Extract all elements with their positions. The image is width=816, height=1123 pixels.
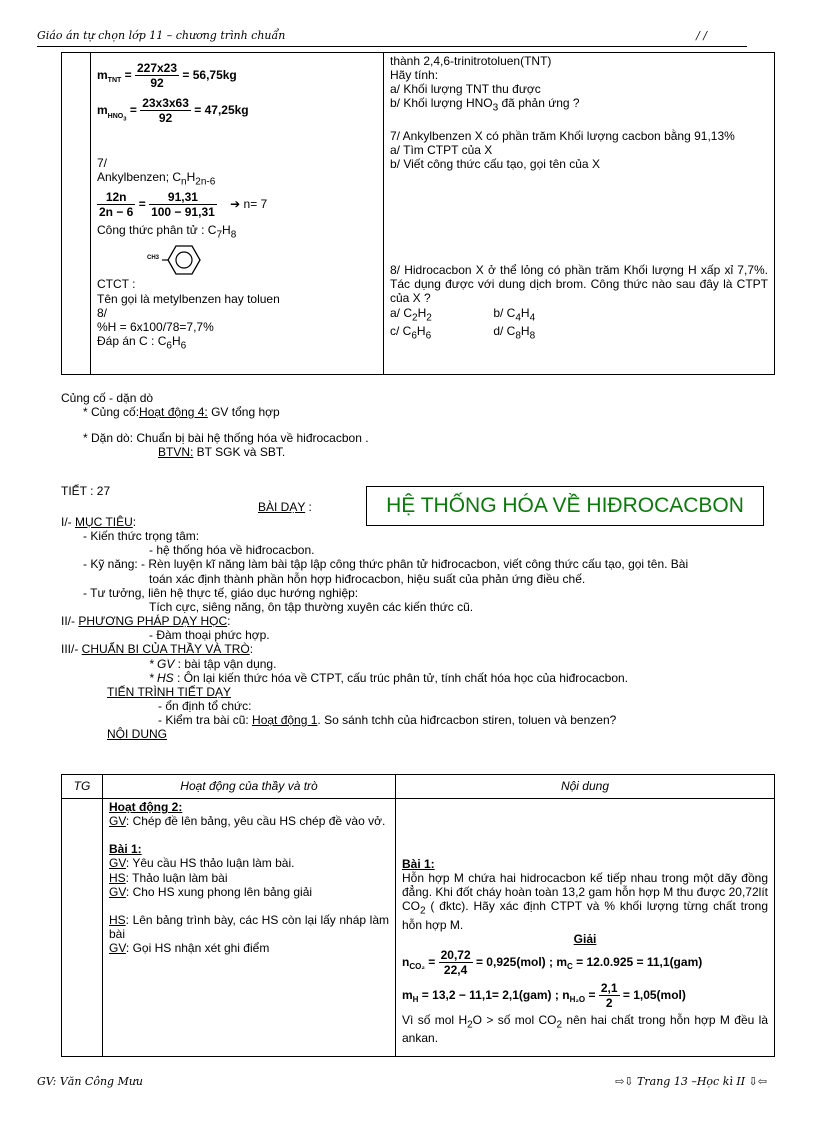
header-title: Giáo án tự chọn lớp 11 – chương trình chuẩn	[37, 29, 286, 42]
page-footer	[37, 1076, 767, 1089]
equation-n: $\frac{12n}{2n - 6}$ = $\frac{91,31}{100 - 91,31}$ ➔ n= 7	[99, 189, 268, 220]
col-content-header: Nội dung	[396, 775, 775, 799]
benzene-ring-icon	[162, 243, 202, 277]
answer-8-label: 8/	[97, 305, 108, 320]
main-table	[61, 774, 775, 1057]
top-table-left-cell: $m_{TNT}$ = $\frac{227x23}{92}$ = 56,75kg $m_{HNO_3}$ = $\frac{23x3x63}{92}$ = 47,25kg 7/ Ankylbenzen; $C_nH_{2n-6}$ $\frac{12n}{2n - 6}$ = $\frac{91,31}{100 - 91,31}$ ➔ n= 7 Công thức phân tử : $C_7H_8$ CH3 CTCT : Tên gọi là metylbenzen hay toluen 8/ %H = 6x100/78=7,7% Đáp án C : $C_6H_6$	[91, 53, 384, 375]
top-table	[61, 52, 775, 375]
question-8: 8/ Hidrocacbon X ở thể lỏng có phần trăm Khối lượng H xấp xỉ 7,7%. Tác dụng được với dung dịch brom. Công thức nào sau đây là CTPT của X ?	[390, 263, 768, 306]
cungco-title: Củng cố - dặn dò	[61, 391, 154, 405]
answer-7-label: 7/	[97, 155, 108, 170]
lesson-title: HỆ THỐNG HÓA VỀ HIĐROCACBON	[366, 486, 764, 526]
calc-row-2: $m_H = 13,2 - 11,1= 2,1(gam)$ ; $n_{H_2O}$ = $\frac{2,1}{2}$ = 1,05(mol)	[402, 981, 686, 1011]
ctpt-line: Công thức phân tử : $C_7H_8$	[97, 223, 237, 241]
name-line: Tên gọi là metylbenzen hay toluen	[97, 291, 280, 306]
h-percent: %H = 6x100/78=7,7%	[97, 319, 214, 334]
top-table-tg-cell	[62, 53, 91, 375]
baiday-label: BÀI DẠY :	[258, 500, 312, 514]
answer-c: Đáp án C : $C_6H_6$	[97, 334, 187, 352]
options-cd: c/ $C_6H_6$ d/ $C_8H_8$	[390, 323, 536, 342]
footer-page: ⇨⇩ Trang 13 –Học kì II ⇩⇦	[615, 1075, 767, 1088]
tiet-label: TIẾT : 27	[61, 484, 111, 498]
content-cell: Bài 1: Hỗn hợp M chứa hai hidrocacbon kế tiếp nhau trong một dãy đồng đẳng. Khi đốt cháy hoàn toàn 13,2 gam hỗn hợp M thu được 20,72lít $CO_2$ ( đktc). Hãy xác định CTPT và % khối lượng từng chất trong hỗn hợp M. Giải $n_{CO_2}$ = $\frac{20,72}{22,4}$ = 0,925(mol) ; $m_C = 12.0.925 = 11,1(gam)$ $m_H = 13,2 - 11,1= 2,1(gam)$ ; $n_{H_2O}$ = $\frac{2,1}{2}$ = 1,05(mol) Vì số mol $H_2O$ > số mol $CO_2$ nên hai chất trong hỗn hợp M đều là ankan.	[396, 799, 775, 1057]
toluene-structure	[97, 243, 377, 277]
ctct-label: CTCT :	[97, 277, 136, 292]
cungco-section: Củng cố - dặn dò * Củng cố:Hoạt động 4: GV tổng hợp * Dặn dò: Chuẩn bị bài hệ thống hóa về hiđrocacbon . BTVN: BT SGK và SBT.	[61, 391, 781, 460]
methyl-label: CH3	[147, 255, 160, 262]
page-header	[37, 30, 747, 47]
col-activity-header: Hoạt động của thầy và trò	[103, 775, 396, 799]
question-7: 7/ Ankylbenzen X có phần trăm Khối lượng cacbon bằng 91,13%	[390, 128, 735, 143]
fraction-tnt: $\frac{227x23}{92}$	[136, 61, 178, 91]
fraction-hno3: $\frac{23x3x63}{92}$	[142, 96, 189, 126]
top-table-right-cell: thành 2,4,6-trinitrotoluen(TNT) Hãy tính: a/ Khối lượng TNT thu được b/ Khối lượng $HNO_3$ đã phản ứng ? 7/ Ankylbenzen X có phần trăm Khối lượng cacbon bằng 91,13% a/ Tìm CTPT của X b/ Viết công thức cấu tạo, gọi tên của X 8/ Hidrocacbon X ở thể lỏng có phần trăm Khối lượng H xấp xỉ 7,7%. Tác dụng được với dung dịch brom. Công thức nào sau đây là CTPT của X ? a/ $C_2H_2$ b/ $C_4H_4$ c/ $C_6H_6$ d/ $C_8H_8$	[384, 53, 775, 375]
objectives-section: I/- MỤC TIÊU: - Kiến thức trọng tâm: - hệ thống hóa về hiđrocacbon. - Kỹ năng: - Rèn luyện kĩ năng làm bài tập lập công thức phân tử hiđrocacbon, viết công thức cấu tạo, gọi tên. Bài toán xác định thành phần hỗn hợp hiđrocacbon, hiệu suất của phản ứng điều chế. - Tư tưởng, liên hệ thực tế, giáo dục hướng nghiệp: Tích cực, siêng năng, ôn tập thường xuyên các kiến thức cũ. II/- PHƯƠNG PHÁP DẠY HỌC: - Đàm thoại phức hợp. III/- CHUẨN BỊ CỦA THẦY VÀ TRÒ: * GV : bài tập vận dụng. * HS : Ôn lại kiến thức hóa về CTPT, cấu trúc phân tử, tính chất hóa học của hiđrocacbon. TIẾN TRÌNH TIẾT DẠY - ổn định tổ chức: - Kiểm tra bài cũ: Hoạt động 1. So sánh tchh của hiđrcacbon stiren, toluen và benzen? NỘI DUNG	[61, 515, 689, 742]
footer-author: GV: Văn Công Mưu	[37, 1075, 144, 1088]
calc-row-1: $n_{CO_2}$ = $\frac{20,72}{22,4}$ = 0,925(mol) ; $m_C = 12.0.925 = 11,1(gam)$	[402, 947, 703, 978]
activity-cell: Hoạt động 2: GV: Chép đề lên bảng, yêu cầu HS chép đề vào vở. Bài 1: GV: Yêu cầu HS thảo luận làm bài. HS: Thảo luận làm bài GV: Cho HS xung phong lên bảng giải HS: Lên bảng trình bày, các HS còn lại lấy nháp làm bài GV: Gọi HS nhận xét ghi điểm	[103, 799, 396, 1057]
options-ab: a/ $C_2H_2$ b/ $C_4H_4$	[390, 305, 536, 323]
header-date: / /	[696, 29, 707, 42]
col-tg-header: TG	[62, 775, 103, 799]
ankyl-formula: Ankylbenzen; $C_nH_{2n-6}$	[97, 169, 216, 188]
